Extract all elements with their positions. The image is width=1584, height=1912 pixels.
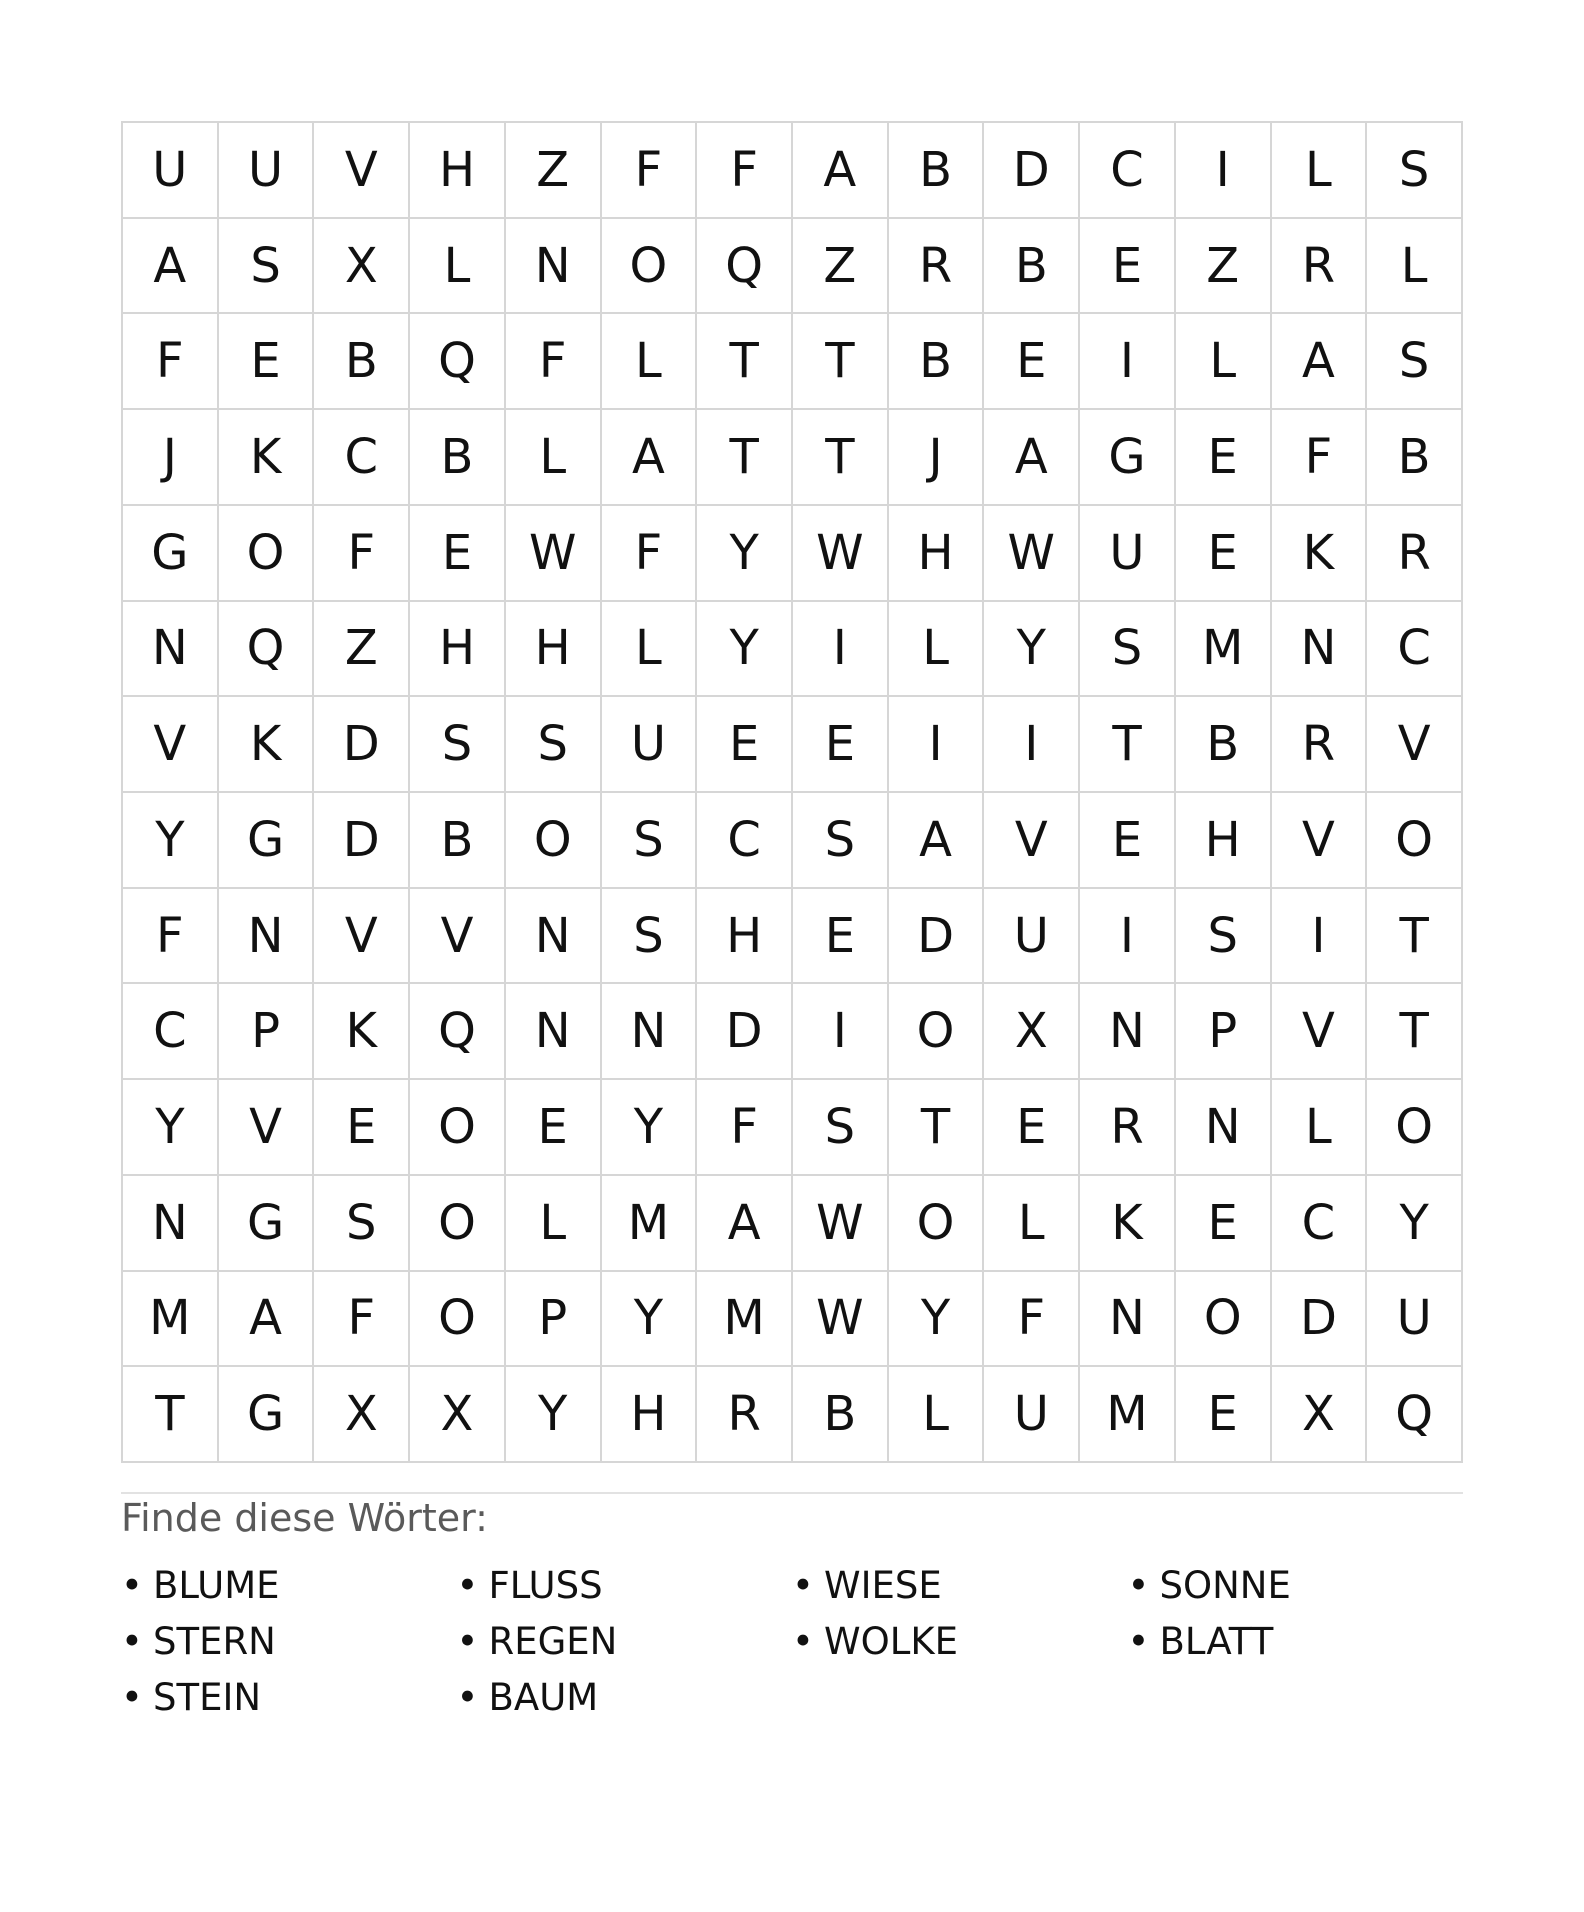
bullet-icon: • xyxy=(121,1619,143,1663)
grid-cell[interactable]: M xyxy=(1176,602,1272,698)
grid-cell[interactable]: E xyxy=(984,1080,1080,1176)
grid-cell[interactable]: G xyxy=(1080,410,1176,506)
grid-cell[interactable]: U xyxy=(602,697,698,793)
word-label: FLUSS xyxy=(488,1563,603,1607)
grid-cell[interactable]: Y xyxy=(123,1080,219,1176)
grid-cell[interactable]: B xyxy=(984,219,1080,315)
grid-cell[interactable]: T xyxy=(697,410,793,506)
grid-cell[interactable]: P xyxy=(219,984,315,1080)
bullet-icon: • xyxy=(792,1563,814,1607)
bullet-icon: • xyxy=(121,1563,143,1607)
word-list-title: Finde diese Wörter: xyxy=(121,1496,488,1540)
grid-cell[interactable]: O xyxy=(1367,1080,1463,1176)
grid-cell[interactable]: T xyxy=(1080,697,1176,793)
grid-cell[interactable]: N xyxy=(1080,1272,1176,1368)
grid-cell[interactable]: E xyxy=(1176,1367,1272,1463)
grid-cell[interactable]: F xyxy=(602,506,698,602)
grid-cell[interactable]: C xyxy=(1272,1176,1368,1272)
word-label: BAUM xyxy=(488,1675,599,1719)
grid-cell[interactable]: W xyxy=(984,506,1080,602)
grid-cell[interactable]: F xyxy=(123,314,219,410)
grid-cell[interactable]: O xyxy=(410,1080,506,1176)
grid-cell[interactable]: D xyxy=(697,984,793,1080)
grid-cell[interactable]: X xyxy=(1272,1367,1368,1463)
grid-cell[interactable]: N xyxy=(1272,602,1368,698)
grid-cell[interactable]: W xyxy=(793,1176,889,1272)
word-label: BLUME xyxy=(153,1563,280,1607)
grid-cell[interactable]: E xyxy=(219,314,315,410)
grid-cell[interactable]: A xyxy=(1272,314,1368,410)
grid-cell[interactable]: O xyxy=(219,506,315,602)
grid-cell[interactable]: E xyxy=(793,889,889,985)
bullet-icon: • xyxy=(1127,1619,1150,1663)
grid-cell[interactable]: B xyxy=(889,314,985,410)
grid-cell[interactable]: S xyxy=(219,219,315,315)
grid-cell[interactable]: G xyxy=(219,1176,315,1272)
grid-cell[interactable]: N xyxy=(602,984,698,1080)
grid-cell[interactable]: R xyxy=(1367,506,1463,602)
word-list-item xyxy=(792,1557,1128,1613)
grid-cell[interactable]: B xyxy=(314,314,410,410)
grid-cell[interactable]: S xyxy=(506,697,602,793)
word-list-item xyxy=(457,1669,793,1725)
grid-cell[interactable]: J xyxy=(123,410,219,506)
grid-cell[interactable]: K xyxy=(1080,1176,1176,1272)
grid-cell[interactable]: A xyxy=(984,410,1080,506)
grid-cell[interactable]: Z xyxy=(1176,219,1272,315)
grid-cell[interactable]: I xyxy=(793,602,889,698)
word-label: WOLKE xyxy=(824,1619,958,1663)
grid-cell[interactable]: I xyxy=(1080,314,1176,410)
grid-cell[interactable]: F xyxy=(602,123,698,219)
word-list-item xyxy=(121,1613,457,1669)
grid-cell[interactable]: V xyxy=(123,697,219,793)
grid-cell[interactable]: U xyxy=(984,1367,1080,1463)
grid-cell[interactable]: U xyxy=(984,889,1080,985)
word-list-item xyxy=(457,1557,793,1613)
grid-cell[interactable]: V xyxy=(314,123,410,219)
grid-cell[interactable]: L xyxy=(1272,123,1368,219)
grid-cell[interactable]: F xyxy=(1272,410,1368,506)
grid-cell[interactable]: C xyxy=(314,410,410,506)
grid-cell[interactable]: Y xyxy=(697,602,793,698)
grid-cell[interactable]: P xyxy=(1176,984,1272,1080)
grid-cell[interactable]: X xyxy=(314,1367,410,1463)
grid-cell[interactable]: U xyxy=(1080,506,1176,602)
grid-cell[interactable]: M xyxy=(123,1272,219,1368)
grid-cell[interactable]: B xyxy=(410,793,506,889)
grid-cell[interactable]: G xyxy=(123,506,219,602)
bullet-icon: • xyxy=(1127,1563,1150,1607)
grid-cell[interactable]: S xyxy=(410,697,506,793)
grid-cell[interactable]: F xyxy=(314,1272,410,1368)
grid-cell[interactable]: L xyxy=(506,410,602,506)
word-list-item xyxy=(457,1613,793,1669)
word-list-item xyxy=(1128,1613,1464,1669)
grid-cell[interactable]: Q xyxy=(219,602,315,698)
grid-cell[interactable]: R xyxy=(889,219,985,315)
grid-cell[interactable]: F xyxy=(314,506,410,602)
grid-cell[interactable]: C xyxy=(1367,602,1463,698)
grid-cell[interactable]: E xyxy=(1080,793,1176,889)
grid-cell[interactable]: M xyxy=(1080,1367,1176,1463)
word-label: REGEN xyxy=(488,1619,618,1663)
grid-cell[interactable]: B xyxy=(410,410,506,506)
grid-cell[interactable]: E xyxy=(410,506,506,602)
grid-cell[interactable]: M xyxy=(602,1176,698,1272)
grid-cell[interactable]: W xyxy=(793,1272,889,1368)
grid-cell[interactable]: A xyxy=(793,123,889,219)
grid-cell[interactable]: A xyxy=(889,793,985,889)
grid-cell[interactable]: Q xyxy=(410,314,506,410)
grid-cell[interactable]: O xyxy=(506,793,602,889)
grid-cell[interactable]: E xyxy=(1080,219,1176,315)
grid-cell[interactable]: N xyxy=(123,602,219,698)
word-list-item xyxy=(1128,1557,1464,1613)
grid-cell[interactable]: V xyxy=(314,889,410,985)
grid-cell[interactable]: H xyxy=(602,1367,698,1463)
word-label: STERN xyxy=(153,1619,276,1663)
word-list-item xyxy=(792,1613,1128,1669)
grid-cell[interactable]: Y xyxy=(602,1080,698,1176)
grid-cell[interactable]: B xyxy=(889,123,985,219)
grid-cell[interactable]: H xyxy=(1176,793,1272,889)
bullet-icon: • xyxy=(121,1675,143,1719)
grid-cell[interactable]: E xyxy=(793,697,889,793)
grid-cell[interactable]: L xyxy=(984,1176,1080,1272)
grid-cell[interactable]: O xyxy=(1367,793,1463,889)
grid-cell[interactable]: Y xyxy=(697,506,793,602)
grid-cell[interactable]: H xyxy=(410,123,506,219)
grid-cell[interactable]: C xyxy=(123,984,219,1080)
grid-cell[interactable]: N xyxy=(506,889,602,985)
grid-cell[interactable]: F xyxy=(506,314,602,410)
grid-cell[interactable]: F xyxy=(697,1080,793,1176)
grid-cell[interactable]: L xyxy=(602,602,698,698)
grid-cell[interactable]: N xyxy=(506,984,602,1080)
word-label: STEIN xyxy=(153,1675,262,1719)
grid-cell[interactable]: X xyxy=(984,984,1080,1080)
grid-cell[interactable]: Y xyxy=(889,1272,985,1368)
grid-cell[interactable]: C xyxy=(1080,123,1176,219)
grid-cell[interactable]: A xyxy=(697,1176,793,1272)
grid-cell[interactable]: I xyxy=(1176,123,1272,219)
grid-cell[interactable]: K xyxy=(219,697,315,793)
grid-cell[interactable]: V xyxy=(1272,984,1368,1080)
grid-cell[interactable]: J xyxy=(889,410,985,506)
grid-cell[interactable]: Q xyxy=(1367,1367,1463,1463)
grid-cell[interactable]: L xyxy=(1272,1080,1368,1176)
grid-cell[interactable]: Y xyxy=(984,602,1080,698)
grid-cell[interactable]: I xyxy=(984,697,1080,793)
grid-cell[interactable]: E xyxy=(1176,1176,1272,1272)
grid-cell[interactable]: Y xyxy=(506,1367,602,1463)
grid-cell[interactable]: F xyxy=(123,889,219,985)
bullet-icon: • xyxy=(792,1619,814,1663)
grid-cell[interactable]: N xyxy=(123,1176,219,1272)
grid-cell[interactable]: F xyxy=(984,1272,1080,1368)
grid-cell[interactable]: L xyxy=(506,1176,602,1272)
grid-cell[interactable]: Z xyxy=(314,602,410,698)
grid-cell[interactable]: H xyxy=(410,602,506,698)
grid-cell[interactable]: A xyxy=(219,1272,315,1368)
grid-cell[interactable]: E xyxy=(1176,410,1272,506)
grid-cell[interactable]: D xyxy=(314,793,410,889)
grid-cell[interactable]: D xyxy=(889,889,985,985)
grid-cell[interactable]: V xyxy=(984,793,1080,889)
grid-cell[interactable]: R xyxy=(1080,1080,1176,1176)
word-label: SONNE xyxy=(1159,1563,1291,1607)
grid-cell[interactable]: T xyxy=(123,1367,219,1463)
grid-cell[interactable]: N xyxy=(1080,984,1176,1080)
grid-cell[interactable]: T xyxy=(1367,889,1463,985)
grid-cell[interactable]: E xyxy=(1176,506,1272,602)
grid-cell[interactable]: S xyxy=(602,889,698,985)
grid-cell[interactable]: S xyxy=(1176,889,1272,985)
grid-cell[interactable]: O xyxy=(602,219,698,315)
grid-cell[interactable]: W xyxy=(506,506,602,602)
grid-cell[interactable]: O xyxy=(889,1176,985,1272)
grid-cell[interactable]: I xyxy=(793,984,889,1080)
grid-cell[interactable]: R xyxy=(697,1367,793,1463)
word-list-item xyxy=(121,1557,457,1613)
grid-cell[interactable]: I xyxy=(1080,889,1176,985)
grid-cell[interactable]: V xyxy=(219,1080,315,1176)
grid-cell[interactable]: H xyxy=(889,506,985,602)
grid-cell[interactable]: M xyxy=(697,1272,793,1368)
grid-cell[interactable]: T xyxy=(1367,984,1463,1080)
grid-cell[interactable]: H xyxy=(506,602,602,698)
grid-cell[interactable]: Z xyxy=(506,123,602,219)
grid-cell[interactable]: Y xyxy=(1367,1176,1463,1272)
grid-cell[interactable]: D xyxy=(314,697,410,793)
grid-cell[interactable]: U xyxy=(123,123,219,219)
grid-cell[interactable]: C xyxy=(697,793,793,889)
grid-cell[interactable]: L xyxy=(889,602,985,698)
bullet-icon: • xyxy=(456,1619,479,1663)
grid-cell[interactable]: K xyxy=(219,410,315,506)
word-list-item xyxy=(121,1669,457,1725)
grid-cell[interactable]: Y xyxy=(123,793,219,889)
grid-cell[interactable]: H xyxy=(697,889,793,985)
grid-cell[interactable]: B xyxy=(793,1367,889,1463)
grid-cell[interactable]: T xyxy=(697,314,793,410)
grid-cell[interactable]: I xyxy=(889,697,985,793)
grid-cell[interactable]: S xyxy=(602,793,698,889)
grid-cell[interactable]: S xyxy=(314,1176,410,1272)
grid-cell[interactable]: S xyxy=(793,793,889,889)
grid-cell[interactable]: O xyxy=(410,1176,506,1272)
divider xyxy=(121,1492,1463,1494)
grid-cell[interactable]: O xyxy=(410,1272,506,1368)
grid-cell[interactable]: S xyxy=(1367,123,1463,219)
grid-cell[interactable]: L xyxy=(1176,314,1272,410)
grid-cell[interactable]: T xyxy=(793,410,889,506)
grid-cell[interactable]: B xyxy=(1176,697,1272,793)
grid-cell[interactable]: F xyxy=(697,123,793,219)
grid-cell[interactable]: L xyxy=(602,314,698,410)
word-label: WIESE xyxy=(824,1563,942,1607)
grid-cell[interactable]: T xyxy=(793,314,889,410)
grid-cell[interactable]: V xyxy=(1272,793,1368,889)
word-list xyxy=(121,1557,1463,1725)
grid-cell[interactable]: R xyxy=(1272,697,1368,793)
grid-cell[interactable]: B xyxy=(1367,410,1463,506)
grid-cell[interactable]: G xyxy=(219,1367,315,1463)
grid-cell[interactable]: A xyxy=(123,219,219,315)
grid-cell[interactable]: L xyxy=(1367,219,1463,315)
grid-cell[interactable]: G xyxy=(219,793,315,889)
grid-cell[interactable]: N xyxy=(1176,1080,1272,1176)
grid-cell[interactable]: S xyxy=(793,1080,889,1176)
grid-cell[interactable]: S xyxy=(1367,314,1463,410)
grid-cell[interactable]: D xyxy=(984,123,1080,219)
grid-cell[interactable]: K xyxy=(314,984,410,1080)
grid-cell[interactable]: K xyxy=(1272,506,1368,602)
grid-cell[interactable]: V xyxy=(1367,697,1463,793)
grid-cell[interactable]: E xyxy=(984,314,1080,410)
grid-cell[interactable]: N xyxy=(219,889,315,985)
grid-cell[interactable]: E xyxy=(506,1080,602,1176)
grid-cell[interactable]: U xyxy=(219,123,315,219)
grid-cell[interactable]: X xyxy=(410,1367,506,1463)
grid-cell[interactable]: T xyxy=(889,1080,985,1176)
grid-cell[interactable]: Y xyxy=(602,1272,698,1368)
bullet-icon: • xyxy=(456,1675,479,1719)
grid-cell[interactable]: V xyxy=(410,889,506,985)
word-label: BLATT xyxy=(1159,1619,1274,1663)
grid-cell[interactable]: W xyxy=(793,506,889,602)
grid-cell[interactable]: Z xyxy=(793,219,889,315)
grid-cell[interactable]: O xyxy=(889,984,985,1080)
grid-cell[interactable]: R xyxy=(1272,219,1368,315)
grid-cell[interactable]: O xyxy=(1176,1272,1272,1368)
grid-cell[interactable]: E xyxy=(697,697,793,793)
letter-grid xyxy=(121,121,1463,1463)
grid-cell[interactable]: A xyxy=(602,410,698,506)
grid-cell[interactable]: Q xyxy=(697,219,793,315)
grid-cell[interactable]: X xyxy=(314,219,410,315)
grid-cell[interactable]: L xyxy=(410,219,506,315)
grid-cell[interactable]: L xyxy=(889,1367,985,1463)
grid-cell[interactable]: I xyxy=(1272,889,1368,985)
grid-cell[interactable]: S xyxy=(1080,602,1176,698)
grid-cell[interactable]: U xyxy=(1367,1272,1463,1368)
grid-cell[interactable]: Q xyxy=(410,984,506,1080)
grid-cell[interactable]: P xyxy=(506,1272,602,1368)
grid-cell[interactable]: N xyxy=(506,219,602,315)
bullet-icon: • xyxy=(456,1563,479,1607)
grid-cell[interactable]: E xyxy=(314,1080,410,1176)
grid-cell[interactable]: D xyxy=(1272,1272,1368,1368)
